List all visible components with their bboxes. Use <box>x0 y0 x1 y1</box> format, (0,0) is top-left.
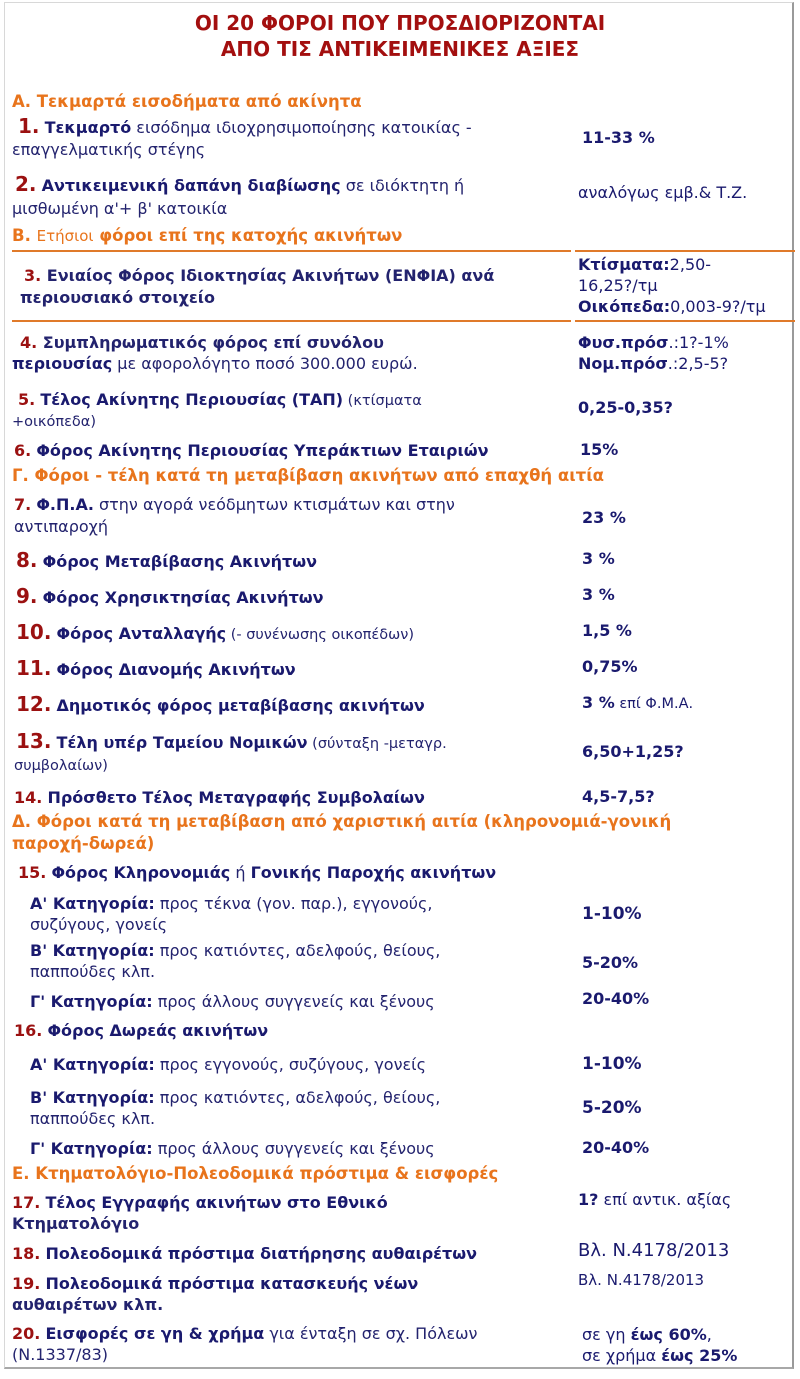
item-2-line2: μισθωμένη α'+ β' κατοικία <box>12 199 228 218</box>
item-15-category-c: Γ' Κατηγορία: προς άλλους συγγενείς και ξένους <box>30 992 435 1011</box>
item-11: 11. Φόρος Διανομής Ακινήτων <box>16 656 296 680</box>
item-18-value: Βλ. Ν.4178/2013 <box>578 1240 730 1261</box>
item-12-value: 3 % επί Φ.Μ.Α. <box>582 693 694 712</box>
item-17-line2: Κτηματολόγιο <box>12 1214 140 1233</box>
item-20: 20. Εισφορές σε γη & χρήμα για ένταξη σε σχ. Πόλεων <box>12 1324 478 1343</box>
item-15-category-b: Β' Κατηγορία: προς κατιόντες, αδελφούς, θείους, <box>30 941 441 960</box>
item-5: 5. Τέλος Ακίνητης Περιουσίας (ΤΑΠ) (κτίσματα <box>18 390 422 409</box>
section-d-heading-line1: Δ. Φόροι κατά τη μεταβίβαση από χαριστική αιτία (κληρονομιά-γονική <box>12 812 672 831</box>
item-7-value: 23 % <box>582 508 626 527</box>
item-16-category-a: Α' Κατηγορία: προς εγγονούς, συζύγους, γονείς <box>30 1055 426 1074</box>
item-15-category-a-line2: συζύγους, γονείς <box>30 915 168 934</box>
item-16-category-b-line2: παππούδες κλπ. <box>30 1109 156 1128</box>
item-15-category-b-value: 5-20% <box>582 953 639 972</box>
item-10: 10. Φόρος Ανταλλαγής (- συνένωσης οικοπέδων) <box>16 620 415 644</box>
divider-bottom-right <box>575 320 795 322</box>
item-2: 2. Αντικειμενική δαπάνη διαβίωσης σε ιδιόκτητη ή <box>15 172 465 196</box>
item-16-category-a-value: 1-10% <box>582 1054 642 1074</box>
item-12: 12. Δημοτικός φόρος μεταβίβασης ακινήτων <box>16 692 425 716</box>
item-1-value: 11-33 % <box>582 128 655 147</box>
item-3-value: Κτίσματα:2,50- 16,25?/τμ Οικόπεδα:0,003-9?/τμ <box>578 255 766 316</box>
item-16-category-c-value: 20-40% <box>582 1138 650 1157</box>
item-2-value: αναλόγως εμβ.& Τ.Ζ. <box>578 183 748 202</box>
item-15-category-a-value: 1-10% <box>582 904 642 924</box>
item-19-value: Βλ. Ν.4178/2013 <box>578 1271 705 1289</box>
item-4: 4. Συμπληρωματικός φόρος επί συνόλου <box>20 333 384 352</box>
item-8-value: 3 % <box>582 549 615 568</box>
divider-top-left <box>12 250 571 252</box>
item-3-line2: περιουσιακό στοιχείο <box>20 288 216 307</box>
item-14-value: 4,5-7,5? <box>582 787 655 806</box>
section-c-heading: Γ. Φόροι - τέλη κατά τη μεταβίβαση ακινήτων από επαχθή αιτία <box>12 466 604 485</box>
divider-top-right <box>575 250 795 252</box>
item-1-line2: επαγγελματικής στέγης <box>12 140 206 159</box>
item-20-line2: (Ν.1337/83) <box>12 1345 109 1364</box>
item-17-value: 1? επί αντικ. αξίας <box>578 1190 732 1209</box>
item-20-value: σε γη έως 60%, σε χρήμα έως 25% <box>582 1325 738 1365</box>
item-3: 3. Ενιαίος Φόρος Ιδιοκτησίας Ακινήτων (ΕΝΦΙΑ) ανά <box>24 266 495 285</box>
item-15-category-a: Α' Κατηγορία: προς τέκνα (γον. παρ.), εγγονούς, <box>30 894 433 913</box>
page-title-line1: ΟΙ 20 ΦΟΡΟΙ ΠΟΥ ΠΡΟΣΔΙΟΡΙΖΟΝΤΑΙ <box>194 11 606 35</box>
item-4-line2: περιουσίας με αφορολόγητο ποσό 300.000 ευρώ. <box>12 354 418 373</box>
item-13: 13. Τέλη υπέρ Ταμείου Νομικών (σύνταξη -μεταγρ. <box>16 729 447 753</box>
item-8: 8. Φόρος Μεταβίβασης Ακινήτων <box>16 548 318 572</box>
item-6-value: 15% <box>580 440 619 459</box>
item-18: 18. Πολεοδομικά πρόστιμα διατήρησης αυθαιρέτων <box>12 1244 478 1263</box>
item-15-category-c-value: 20-40% <box>582 989 650 1008</box>
item-16-category-b: Β' Κατηγορία: προς κατιόντες, αδελφούς, θείους, <box>30 1088 441 1107</box>
item-9-value: 3 % <box>582 585 615 604</box>
item-15: 15. Φόρος Κληρονομιάς ή Γονικής Παροχής ακινήτων <box>18 863 497 882</box>
item-4-value: Φυσ.πρόσ.:1?-1% Νομ.πρόσ.:2,5-5? <box>578 333 729 373</box>
section-b-heading: Β. Ετήσιοι φόροι επί της κατοχής ακινήτων <box>12 226 403 245</box>
item-7: 7. Φ.Π.Α. στην αγορά νεόδμητων κτισμάτων και στην <box>14 495 455 514</box>
item-10-value: 1,5 % <box>582 621 632 640</box>
item-11-value: 0,75% <box>582 657 638 676</box>
item-19-line2: αυθαιρέτων κλπ. <box>12 1295 164 1314</box>
item-13-line2: συμβολαίων) <box>14 758 108 774</box>
item-16: 16. Φόρος Δωρεάς ακινήτων <box>14 1021 269 1040</box>
item-9: 9. Φόρος Χρησικτησίας Ακινήτων <box>16 584 324 608</box>
item-5-value: 0,25-0,35? <box>578 398 673 417</box>
item-13-value: 6,50+1,25? <box>582 742 684 761</box>
item-1: 1. Τεκμαρτό εισόδημα ιδιοχρησιμοποίησης κατοικίας - <box>18 114 472 138</box>
page-title-line2: ΑΠΟ ΤΙΣ ΑΝΤΙΚΕΙΜΕΝΙΚΕΣ ΑΞΙΕΣ <box>220 37 580 61</box>
item-19: 19. Πολεοδομικά πρόστιμα κατασκευής νέων <box>12 1274 419 1293</box>
section-a-heading: Α. Τεκμαρτά εισοδήματα από ακίνητα <box>12 92 362 111</box>
item-16-category-c: Γ' Κατηγορία: προς άλλους συγγενείς και ξένους <box>30 1139 435 1158</box>
section-e-heading: Ε. Κτηματολόγιο-Πολεοδομικά πρόστιμα & εισφορές <box>12 1164 499 1183</box>
section-d-heading-line2: παροχή-δωρεά) <box>12 834 155 853</box>
item-16-category-b-value: 5-20% <box>582 1098 642 1118</box>
item-17: 17. Τέλος Εγγραφής ακινήτων στο Εθνικό <box>12 1193 388 1212</box>
item-7-line2: αντιπαροχή <box>14 517 109 536</box>
item-6: 6. Φόρος Ακίνητης Περιουσίας Υπεράκτιων Εταιριών <box>14 441 489 460</box>
item-5-line2: +οικόπεδα) <box>12 414 96 430</box>
item-number: 1. <box>18 114 40 138</box>
item-14: 14. Πρόσθετο Τέλος Μεταγραφής Συμβολαίων <box>14 788 425 807</box>
item-15-category-b-line2: παππούδες κλπ. <box>30 962 156 981</box>
divider-bottom-left <box>12 320 571 322</box>
